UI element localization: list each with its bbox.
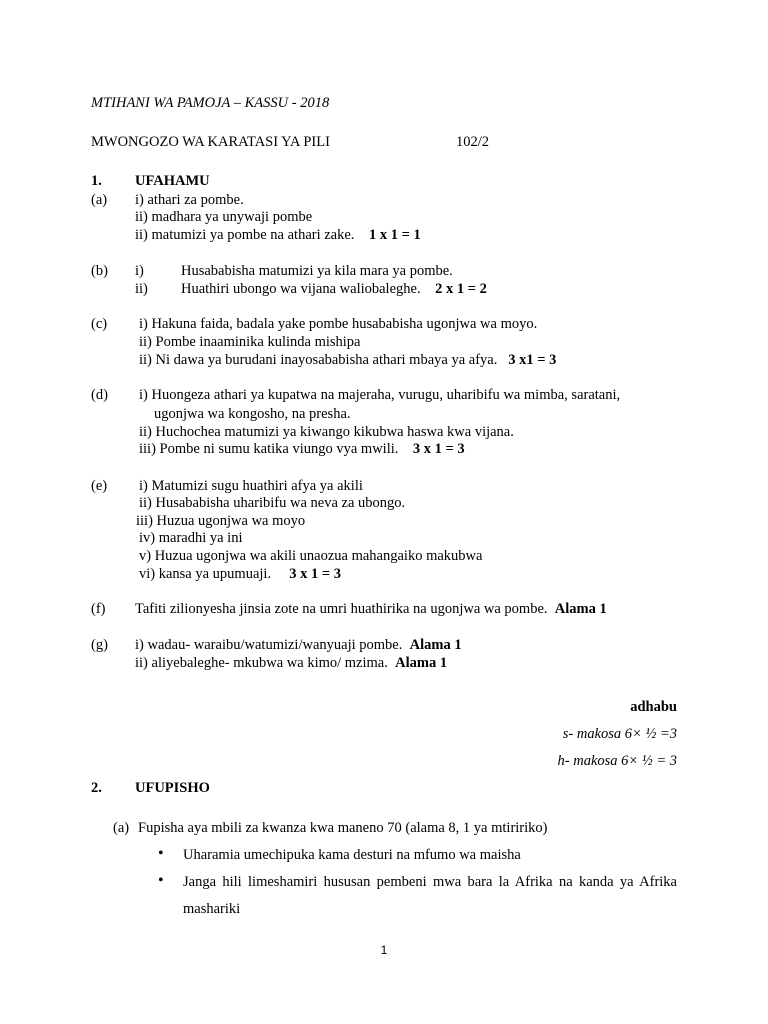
q1d-marks: 3 x 1 = 3 bbox=[412, 441, 465, 457]
q1f-line1-text: Tafiti zilionyesha jinsia zote na umri huathirika na ugonjwa wa pombe. bbox=[135, 601, 548, 617]
q1e-line1: i) Matumizi sugu huathiri afya ya akili bbox=[139, 478, 363, 494]
q2a-bullet-2: Janga hili limeshamiri hususan pembeni mwa bara la Afrika na kanda ya Afrika bbox=[183, 874, 677, 890]
q1b-label: (b) bbox=[91, 263, 108, 279]
q1a-line2: ii) madhara ya unywaji pombe bbox=[135, 209, 313, 225]
q1e-line6-text: vi) kansa ya upumuaji. bbox=[139, 566, 272, 582]
q1c-line2: ii) Pombe inaaminika kulinda mishipa bbox=[139, 334, 361, 350]
adhabu-title: adhabu bbox=[630, 699, 677, 715]
q1e-line2: ii) Husababisha uharibifu wa neva za ubongo. bbox=[139, 495, 406, 511]
q1d-line3 bbox=[139, 440, 465, 458]
q1g-marks2: Alama 1 bbox=[395, 655, 448, 671]
guide-title: MWONGOZO WA KARATASI YA PILI bbox=[91, 134, 330, 150]
page-number: 1 bbox=[380, 943, 388, 957]
bullet-icon: • bbox=[158, 845, 164, 862]
q2-title: UFUPISHO bbox=[135, 780, 210, 796]
q2a-label: (a) bbox=[113, 820, 130, 836]
q1d-label: (d) bbox=[91, 387, 108, 403]
q1d-line3-text: iii) Pombe ni sumu katika viungo vya mwili. bbox=[139, 441, 399, 457]
q1-title: UFAHAMU bbox=[135, 173, 210, 189]
q1e-marks: 3 x 1 = 3 bbox=[289, 566, 341, 582]
q1b-line2 bbox=[181, 280, 487, 298]
bullet-icon: • bbox=[158, 872, 164, 889]
q1a-line1: i) athari za pombe. bbox=[135, 192, 244, 208]
q1-number: 1. bbox=[91, 173, 102, 189]
exam-title: MTIHANI WA PAMOJA – KASSU - 2018 bbox=[91, 95, 330, 111]
q1b-num1: i) bbox=[135, 263, 144, 279]
q1a-line3-text: ii) matumizi ya pombe na athari zake. bbox=[135, 227, 355, 243]
q1e-line3: iii) Huzua ugonjwa wa moyo bbox=[136, 513, 306, 529]
q2-number: 2. bbox=[91, 780, 102, 796]
q1a-line3 bbox=[135, 226, 421, 244]
q1g-marks1: Alama 1 bbox=[409, 637, 462, 653]
q1g-line1-text: i) wadau- waraibu/watumizi/wanyuaji pombe. bbox=[135, 637, 403, 653]
q1d-line2: ii) Huchochea matumizi ya kiwango kikubwa haswa kwa vijana. bbox=[139, 424, 514, 440]
q1f-marks: Alama 1 bbox=[554, 601, 607, 617]
q1d-line1: i) Huongeza athari ya kupatwa na majeraha, vurugu, uharibifu wa mimba, saratani, bbox=[139, 387, 621, 403]
q1g-line1 bbox=[135, 636, 462, 654]
q1a-marks: 1 x 1 = 1 bbox=[368, 227, 421, 243]
q2a-bullet-1: Uharamia umechipuka kama desturi na mfumo wa maisha bbox=[183, 847, 521, 863]
q1d-line1b: ugonjwa wa kongosho, na presha. bbox=[154, 406, 351, 422]
q1c-line3-text: ii) Ni dawa ya burudani inayosababisha athari mbaya ya afya. bbox=[139, 352, 498, 368]
q2a-text: Fupisha aya mbili za kwanza kwa maneno 70 (alama 8, 1 ya mtiririko) bbox=[138, 820, 548, 836]
q1f-label: (f) bbox=[91, 601, 106, 617]
q1a-label: (a) bbox=[91, 192, 108, 208]
q1c-line1: i) Hakuna faida, badala yake pombe husababisha ugonjwa wa moyo. bbox=[139, 316, 538, 332]
q1f-line1 bbox=[135, 600, 607, 618]
q2a-bullet-2-cont: mashariki bbox=[183, 901, 241, 917]
adhabu-s: s- makosa 6× ½ =3 bbox=[562, 726, 677, 742]
q1b-num2: ii) bbox=[135, 281, 148, 297]
q1e-line5: v) Huzua ugonjwa wa akili unaozua mahangaiko makubwa bbox=[139, 548, 483, 564]
q1b-line1: Husababisha matumizi ya kila mara ya pombe. bbox=[181, 263, 453, 279]
q1g-label: (g) bbox=[91, 637, 108, 653]
q1b-marks: 2 x 1 = 2 bbox=[435, 281, 487, 297]
q1c-label: (c) bbox=[91, 316, 108, 332]
adhabu-h: h- makosa 6× ½ = 3 bbox=[557, 753, 677, 769]
q1g-line2 bbox=[135, 654, 447, 672]
q1c-marks: 3 x1 = 3 bbox=[508, 352, 557, 368]
q1e-line4: iv) maradhi ya ini bbox=[139, 530, 243, 546]
q1b-line2-text: Huathiri ubongo wa vijana waliobaleghe. bbox=[181, 281, 421, 297]
q1e-line6 bbox=[139, 565, 341, 583]
paper-code: 102/2 bbox=[456, 134, 490, 150]
q1e-label: (e) bbox=[91, 478, 108, 494]
q1c-line3 bbox=[139, 351, 556, 369]
q1g-line2-text: ii) aliyebaleghe- mkubwa wa kimo/ mzima. bbox=[135, 655, 388, 671]
